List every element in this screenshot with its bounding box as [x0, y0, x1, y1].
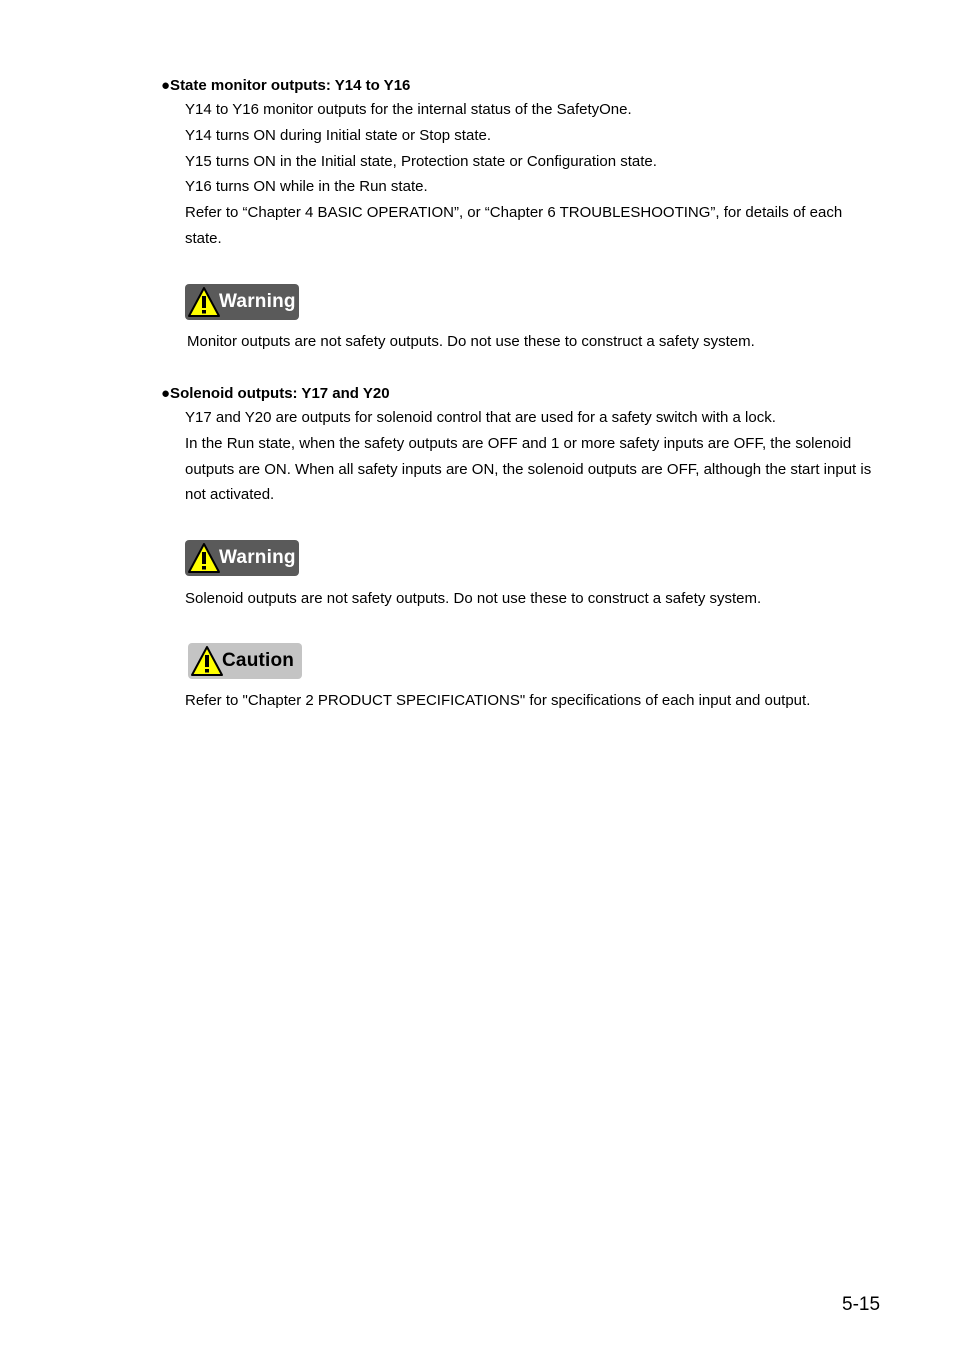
- body-line: Y14 to Y16 monitor outputs for the internal status of the SafetyOne.: [185, 101, 632, 118]
- section-heading-solenoid: ●Solenoid outputs: Y17 and Y20: [161, 385, 390, 402]
- body-line: Y17 and Y20 are outputs for solenoid control that are used for a safety switch with a lock.: [185, 409, 776, 426]
- section-body-state-monitor: [185, 97, 875, 252]
- warning-text: Monitor outputs are not safety outputs. Do not use these to construct a safety system.: [187, 333, 755, 350]
- warning-label: Warning: [219, 547, 296, 568]
- body-line: In the Run state, when the safety outputs are OFF and 1 or more safety inputs are OFF, the solenoid outputs are ON. When all safety inputs are ON, the solenoid outputs are OFF, although the start input is not activated.: [185, 434, 872, 504]
- warning-label: Warning: [219, 291, 296, 312]
- body-line: Refer to “Chapter 4 BASIC OPERATION”, or “Chapter 6 TROUBLESHOOTING”, for details of each state.: [185, 204, 843, 247]
- caution-badge: [188, 643, 302, 679]
- section-heading-state-monitor: ●State monitor outputs: Y14 to Y16: [161, 77, 411, 94]
- warning-triangle-icon: [187, 286, 221, 318]
- warning-text: Solenoid outputs are not safety outputs. Do not use these to construct a safety system.: [185, 590, 762, 607]
- caution-label: Caution: [222, 650, 295, 671]
- body-line: Y15 turns ON in the Initial state, Protection state or Configuration state.: [185, 152, 657, 170]
- warning-badge: [185, 284, 299, 320]
- body-line: Y16 turns ON while in the Run state.: [185, 178, 428, 196]
- warning-triangle-icon: [187, 542, 221, 574]
- body-line: Y14 turns ON during Initial state or Stop state.: [185, 126, 491, 144]
- section-body-solenoid: [185, 405, 875, 508]
- caution-text: Refer to "Chapter 2 PRODUCT SPECIFICATIONS" for specifications of each input and output.: [185, 692, 811, 709]
- warning-badge: [185, 540, 299, 576]
- caution-triangle-icon: [190, 645, 224, 677]
- page-number: 5-15: [842, 1294, 881, 1315]
